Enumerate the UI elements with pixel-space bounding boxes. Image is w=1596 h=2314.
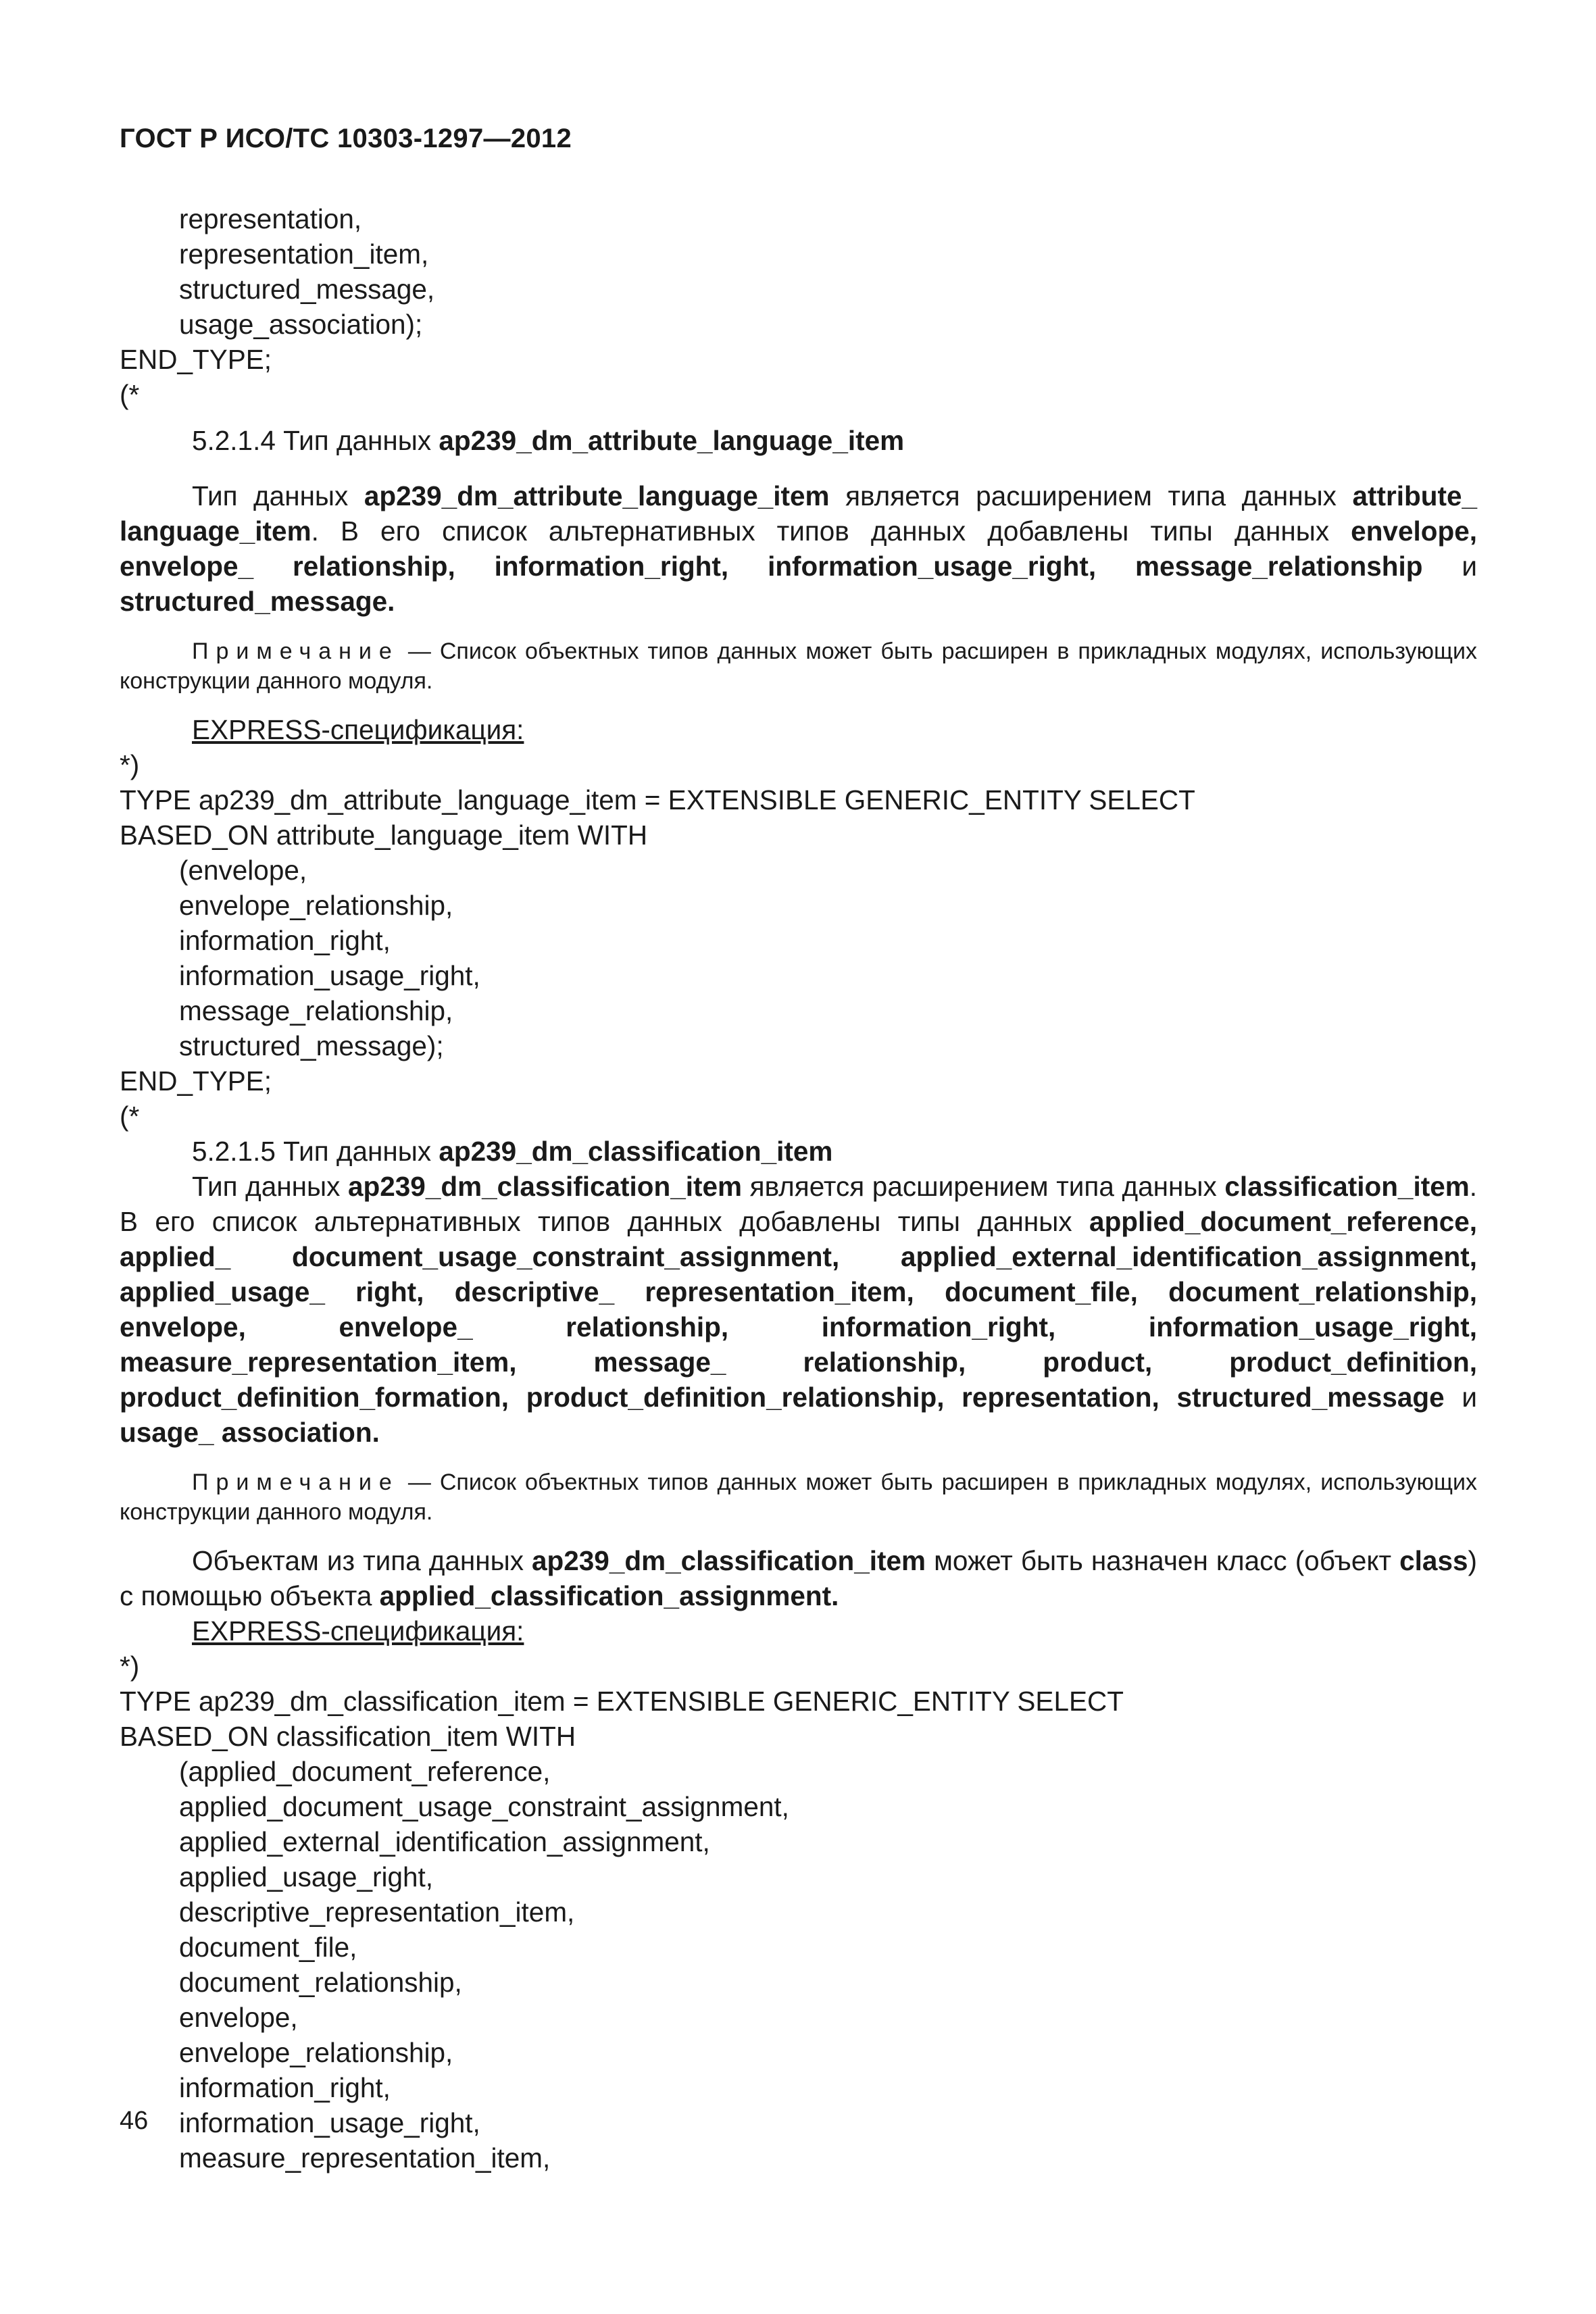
code-line: envelope_relationship, bbox=[179, 890, 453, 921]
bold-run: classification_item bbox=[1224, 1171, 1470, 1202]
code-line: TYPE ap239_dm_classification_item = EXTENSIBLE GENERIC_ENTITY SELECT bbox=[120, 1686, 1124, 1717]
text-run: Тип данных bbox=[192, 480, 364, 511]
code-line: BASED_ON classification_item WITH bbox=[120, 1721, 576, 1752]
code-line: information_usage_right, bbox=[179, 2107, 480, 2138]
bold-run: ap239_dm_classification_item bbox=[532, 1545, 926, 1576]
bold-run: applied_classification_assignment. bbox=[379, 1580, 839, 1611]
code-line: TYPE ap239_dm_attribute_language_item = EXTENSIBLE GENERIC_ENTITY SELECT bbox=[120, 784, 1195, 815]
code-line: (applied_document_reference, bbox=[179, 1756, 551, 1787]
code-line: representation, bbox=[179, 203, 362, 234]
code-line: representation_item, bbox=[179, 238, 429, 270]
code-line: applied_document_usage_constraint_assignment, bbox=[179, 1791, 789, 1822]
note-label: Примечание bbox=[192, 638, 399, 664]
text-run: и bbox=[1444, 1382, 1477, 1413]
text-run: и bbox=[1422, 551, 1477, 582]
text-run: Объектам из типа данных bbox=[192, 1545, 532, 1576]
code-line: usage_association); bbox=[179, 309, 423, 340]
section-paragraph bbox=[120, 1169, 1477, 1450]
code-line: document_relationship, bbox=[179, 1967, 462, 1998]
bold-run: attribute_ language_item bbox=[120, 480, 1477, 547]
note-paragraph bbox=[120, 636, 1477, 696]
section-number: 5.2.1.5 Тип данных bbox=[192, 1136, 439, 1167]
text-run: является расширением типа данных bbox=[829, 480, 1353, 511]
code-line: BASED_ON attribute_language_item WITH bbox=[120, 820, 648, 851]
code-line: structured_message); bbox=[179, 1030, 444, 1061]
code-line: information_right, bbox=[179, 925, 391, 956]
text-run: может быть назначен класс (объект bbox=[926, 1545, 1400, 1576]
section-paragraph bbox=[120, 478, 1477, 619]
express-spec-label: EXPRESS-спецификация: bbox=[192, 1615, 524, 1646]
code-comment-close: *) bbox=[120, 749, 140, 780]
page-number: 46 bbox=[120, 2107, 149, 2135]
code-line: information_right, bbox=[179, 2072, 391, 2103]
note-text: — Список объектных типов данных может быть расширен в прикладных модулях, использующих конструкции данного модуля. bbox=[120, 1469, 1477, 1525]
code-comment-open: (* bbox=[120, 1101, 140, 1132]
code-line: END_TYPE; bbox=[120, 344, 272, 375]
document-body bbox=[120, 201, 1477, 2175]
code-line: descriptive_representation_item, bbox=[179, 1896, 575, 1928]
note-label: Примечание bbox=[192, 1469, 399, 1495]
text-run: Тип данных bbox=[192, 1171, 348, 1202]
code-comment-open: (* bbox=[120, 379, 140, 410]
note-text: — Список объектных типов данных может быть расширен в прикладных модулях, использующих конструкции данного модуля. bbox=[120, 638, 1477, 694]
section-type-name: ap239_dm_attribute_language_item bbox=[439, 425, 905, 456]
code-line: (envelope, bbox=[179, 855, 307, 886]
section-paragraph bbox=[120, 1543, 1477, 1613]
section-heading-5-2-1-5 bbox=[120, 1134, 1477, 1169]
section-heading-5-2-1-4 bbox=[120, 423, 1477, 458]
text-run: ) с помощью объекта bbox=[120, 1545, 1477, 1611]
code-line: END_TYPE; bbox=[120, 1065, 272, 1097]
text-run: является расширением типа данных bbox=[742, 1171, 1225, 1202]
text-run: . В его список альтернативных типов данных добавлены типы данных bbox=[311, 515, 1351, 547]
section-type-name: ap239_dm_classification_item bbox=[439, 1136, 833, 1167]
bold-run: envelope, envelope_ relationship, information_right, information_usage_right, message_relationship bbox=[120, 515, 1477, 582]
bold-run: ap239_dm_classification_item bbox=[347, 1171, 743, 1202]
code-line: structured_message, bbox=[179, 274, 435, 305]
code-line: message_relationship, bbox=[179, 995, 453, 1026]
code-line: envelope_relationship, bbox=[179, 2037, 453, 2068]
code-line: applied_external_identification_assignment, bbox=[179, 1826, 710, 1857]
code-comment-close: *) bbox=[120, 1651, 140, 1682]
code-line: applied_usage_right, bbox=[179, 1861, 434, 1892]
code-line: document_file, bbox=[179, 1932, 357, 1963]
code-line: information_usage_right, bbox=[179, 960, 480, 991]
note-paragraph bbox=[120, 1467, 1477, 1527]
text-run: . В его список альтернативных типов данных добавлены типы данных bbox=[120, 1171, 1477, 1237]
code-line: measure_representation_item, bbox=[179, 2142, 551, 2173]
bold-run: structured_message. bbox=[120, 586, 395, 617]
bold-run: ap239_dm_attribute_language_item bbox=[364, 480, 830, 511]
code-line: envelope, bbox=[179, 2002, 298, 2033]
bold-run: class bbox=[1399, 1545, 1468, 1576]
bold-run: usage_ association. bbox=[120, 1417, 380, 1448]
section-number: 5.2.1.4 Тип данных bbox=[192, 425, 439, 456]
document-header: ГОСТ Р ИСО/ТС 10303-1297—2012 bbox=[120, 124, 572, 153]
bold-run: applied_document_reference, applied_ document_usage_constraint_assignment, applied_external_identification_assignment, applied_usage_ right, descriptive_ representation_item, document_file, document_relationship, envelope, envelope_ relationship, information_right, information_usage_right, measure_representation_item, message_ relationship, product, product_definition, product_definition_formation, product_definition_relationship, representation, structured_message bbox=[120, 1206, 1477, 1413]
express-spec-label: EXPRESS-спецификация: bbox=[192, 714, 524, 745]
